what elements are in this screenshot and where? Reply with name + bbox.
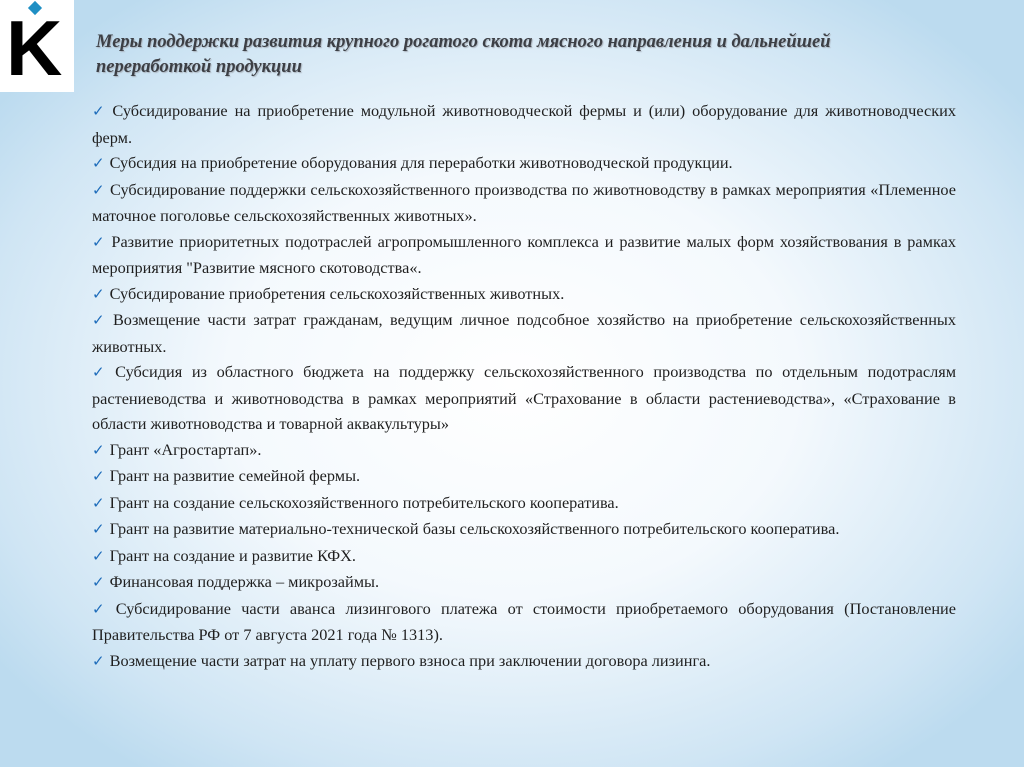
logo-letter: K xyxy=(6,4,63,92)
checkmark-icon: ✓ xyxy=(92,651,105,670)
list-item-text: Возмещение части затрат гражданам, ведущим личное подсобное хозяйство на приобретение сельскохозяйственных животных. xyxy=(92,310,956,356)
checkmark-icon: ✓ xyxy=(92,363,111,381)
list-item xyxy=(92,359,956,437)
list-item xyxy=(92,177,956,229)
checkmark-icon: ✓ xyxy=(92,573,105,591)
list-item xyxy=(92,543,956,570)
checkmark-icon: ✓ xyxy=(92,599,111,618)
logo xyxy=(0,0,74,92)
list-item xyxy=(92,516,956,543)
list-item-text: Возмещение части затрат на уплату первого взноса при заключении договора лизинга. xyxy=(109,650,711,670)
list-item-text: Грант на развитие материально-технической базы сельскохозяйственного потребительского кооператива. xyxy=(109,519,840,538)
checkmark-icon: ✓ xyxy=(92,493,105,512)
list-item-text: Субсидирование приобретения сельскохозяйственных животных. xyxy=(109,283,565,303)
list-item xyxy=(92,463,956,490)
checkmark-icon: ✓ xyxy=(92,284,105,303)
list-item xyxy=(92,150,956,177)
list-item-text: Субсидия на приобретение оборудования для переработки животноводческой продукции. xyxy=(109,153,733,172)
list-item-text: Грант на развитие семейной фермы. xyxy=(109,466,361,485)
list-item-text: Грант на создание сельскохозяйственного потребительского кооператива. xyxy=(109,492,619,512)
list-item xyxy=(92,569,956,596)
list-item-text: Субсидирование на приобретение модульной животноводческой фермы и (или) оборудование для животноводческих ферм. xyxy=(92,101,956,147)
slide-title: Меры поддержки развития крупного рогатого скота мясного направления и дальнейшей переработкой продукции xyxy=(96,32,831,77)
list-item-text: Финансовая поддержка – микрозаймы. xyxy=(109,572,380,591)
measures-list xyxy=(92,98,956,674)
list-item-text: Субсидия из областного бюджета на поддержку сельскохозяйственного производства по отдельным подотраслям растениеводства и животноводства в рамках мероприятий «Страхование в области растениеводства», «Страхование в области животноводства и товарной аквакультуры» xyxy=(92,362,956,433)
list-item xyxy=(92,648,956,675)
checkmark-icon: ✓ xyxy=(92,180,105,199)
list-item xyxy=(92,229,956,281)
list-item xyxy=(92,281,956,308)
checkmark-icon: ✓ xyxy=(92,440,105,459)
checkmark-icon: ✓ xyxy=(92,546,105,565)
list-item xyxy=(92,307,956,359)
list-item xyxy=(92,490,956,517)
checkmark-icon: ✓ xyxy=(92,154,105,172)
list-item-text: Субсидирование части аванса лизингового платежа от стоимости приобретаемого оборудования (Постановление Правительства РФ от 7 августа 2021 года № 1313). xyxy=(92,598,956,644)
checkmark-icon: ✓ xyxy=(92,232,107,251)
list-item-text: Развитие приоритетных подотраслей агропромышленного комплекса и развитие малых форм хозяйствования в рамках мероприятия "Развитие мясного скотоводства«. xyxy=(92,231,956,277)
list-item xyxy=(92,437,956,464)
list-item-text: Грант на создание и развитие КФХ. xyxy=(109,545,356,565)
checkmark-icon: ✓ xyxy=(92,520,105,538)
checkmark-icon: ✓ xyxy=(92,311,108,329)
checkmark-icon: ✓ xyxy=(92,467,105,485)
list-item-text: Субсидирование поддержки сельскохозяйственного производства по животноводству в рамках мероприятия «Племенное маточное поголовье сельскохозяйственных животных». xyxy=(92,179,957,225)
list-item xyxy=(92,98,956,150)
list-item xyxy=(92,596,956,648)
list-item-text: Грант «Агростартап». xyxy=(109,439,262,459)
checkmark-icon: ✓ xyxy=(92,102,108,120)
